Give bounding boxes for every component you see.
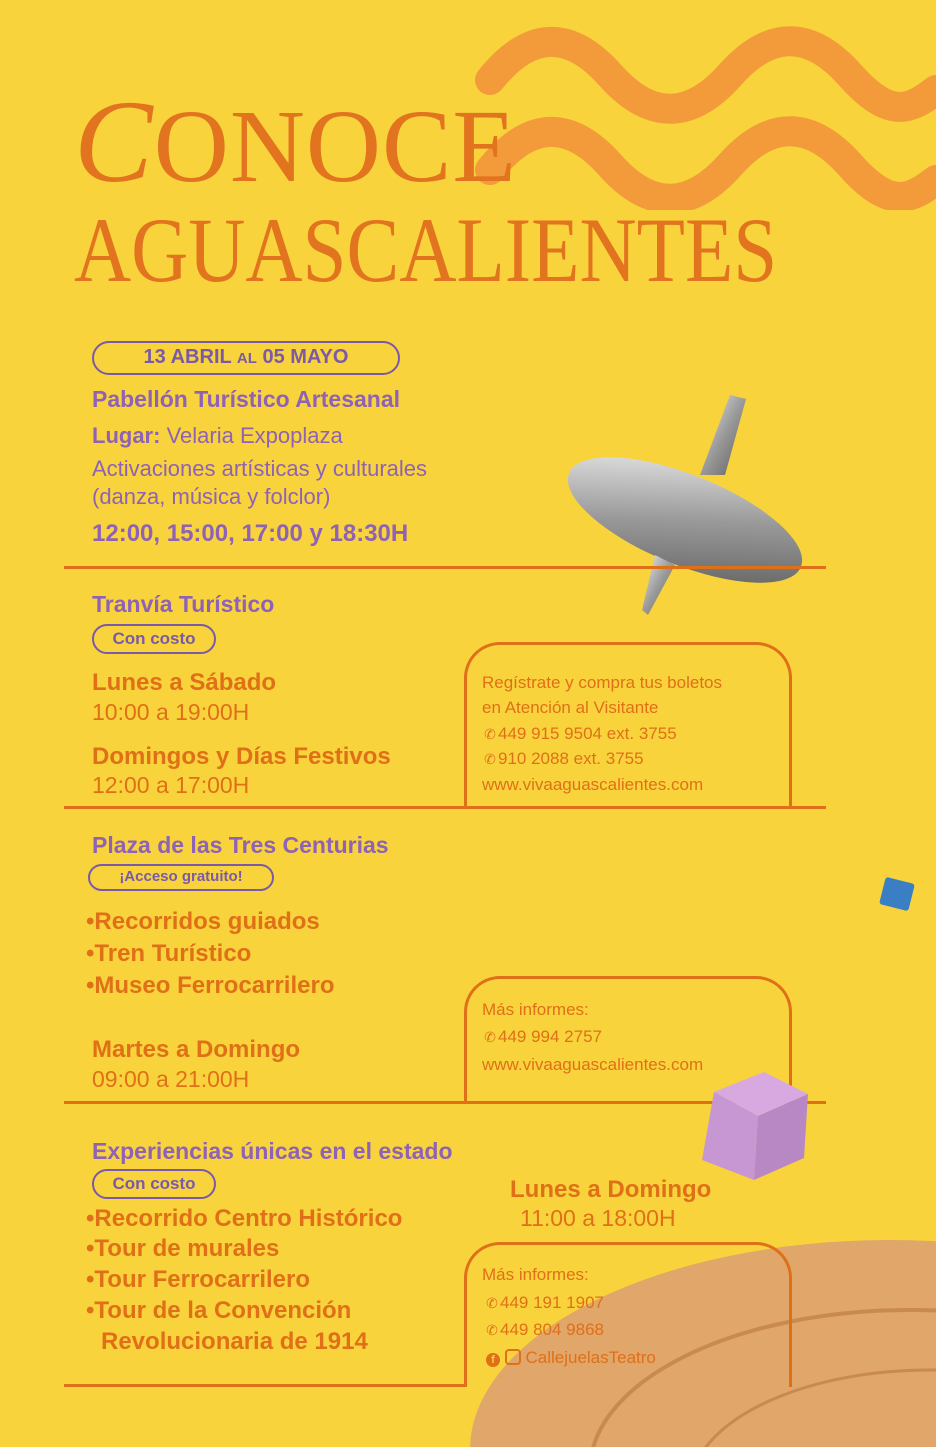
phone-icon: ✆ <box>486 1295 498 1311</box>
experiencias-item-4-cont: Revolucionaria de 1914 <box>101 1328 368 1355</box>
date-range-badge: 13 ABRIL AL 05 MAYO <box>92 341 400 375</box>
experiencias-cost-badge: Con costo <box>92 1169 216 1199</box>
plaza-info-label: Más informes: <box>482 1000 589 1019</box>
plaza-web-link[interactable]: www.vivaaguascalientes.com <box>482 1055 704 1074</box>
experiencias-phone1[interactable]: 449 191 1907 <box>500 1293 604 1312</box>
tranvia-days2: Domingos y Días Festivos <box>92 743 391 770</box>
tranvia-hours2: 12:00 a 17:00H <box>92 772 250 798</box>
experiencias-info-label: Más informes: <box>482 1265 589 1284</box>
experiencias-days: Lunes a Domingo <box>510 1176 712 1203</box>
tranvia-info2: en Atención al Visitante <box>482 698 659 717</box>
tranvia-title: Tranvía Turístico <box>92 591 275 617</box>
plaza-item-1: •Recorridos guiados <box>86 908 320 935</box>
plaza-free-badge: ¡Acceso gratuito! <box>88 864 274 891</box>
experiencias-title: Experiencias únicas en el estado <box>92 1138 453 1164</box>
experiencias-social-row <box>486 1345 656 1371</box>
tranvia-hours1: 10:00 a 19:00H <box>92 699 250 725</box>
pabellon-times: 12:00, 15:00, 17:00 y 18:30H <box>92 520 409 547</box>
tranvia-phone1[interactable]: 449 915 9504 ext. 3755 <box>498 724 677 743</box>
pabellon-desc2: (danza, música y folclor) <box>92 484 331 509</box>
phone-icon: ✆ <box>484 1029 496 1045</box>
plaza-item-2: •Tren Turístico <box>86 940 252 967</box>
pabellon-place: Lugar: Velaria Expoplaza <box>92 423 343 448</box>
spinning-top-illustration <box>560 385 820 620</box>
tranvia-web-link[interactable]: www.vivaaguascalientes.com <box>482 775 704 794</box>
divider-2 <box>64 806 826 809</box>
tranvia-cost-badge: Con costo <box>92 624 216 654</box>
phone-icon: ✆ <box>484 726 496 742</box>
instagram-icon[interactable] <box>505 1349 521 1365</box>
facebook-icon[interactable]: f <box>486 1353 500 1367</box>
experiencias-hours: 11:00 a 18:00H <box>520 1205 676 1231</box>
experiencias-phone2[interactable]: 449 804 9868 <box>500 1320 604 1339</box>
phone-icon: ✆ <box>486 1322 498 1338</box>
tranvia-phone2[interactable]: 910 2088 ext. 3755 <box>498 749 644 768</box>
divider-1 <box>64 566 826 569</box>
plaza-days: Martes a Domingo <box>92 1036 301 1063</box>
tranvia-info1: Regístrate y compra tus boletos <box>482 673 723 692</box>
plaza-phone-row <box>482 1024 602 1050</box>
tranvia-phone2-row <box>482 746 644 772</box>
plaza-title: Plaza de las Tres Centurias <box>92 832 389 858</box>
wave-decoration <box>470 20 936 210</box>
phone-icon: ✆ <box>484 751 496 767</box>
plaza-phone[interactable]: 449 994 2757 <box>498 1027 602 1046</box>
experiencias-item-2: •Tour de murales <box>86 1235 280 1262</box>
experiencias-item-4: •Tour de la Convención <box>86 1297 352 1324</box>
experiencias-phone2-row <box>484 1317 604 1343</box>
tranvia-phone1-row <box>482 721 677 747</box>
pabellon-desc1: Activaciones artísticas y culturales <box>92 456 428 481</box>
plaza-hours: 09:00 a 21:00H <box>92 1066 250 1092</box>
blue-cube-decoration <box>879 877 915 911</box>
title-line2: AGUASCALIENTES <box>74 199 778 301</box>
experiencias-social[interactable]: CallejuelasTeatro <box>525 1348 656 1367</box>
title-line1: CONOCE <box>74 76 517 207</box>
experiencias-item-3: •Tour Ferrocarrilero <box>86 1266 311 1293</box>
divider-4 <box>64 1384 464 1387</box>
experiencias-item-1: •Recorrido Centro Histórico <box>86 1205 403 1232</box>
pabellon-title: Pabellón Turístico Artesanal <box>92 386 401 412</box>
purple-cube-decoration <box>694 1072 814 1182</box>
plaza-item-3: •Museo Ferrocarrilero <box>86 972 335 999</box>
tranvia-days1: Lunes a Sábado <box>92 669 277 696</box>
experiencias-phone1-row <box>484 1290 604 1316</box>
